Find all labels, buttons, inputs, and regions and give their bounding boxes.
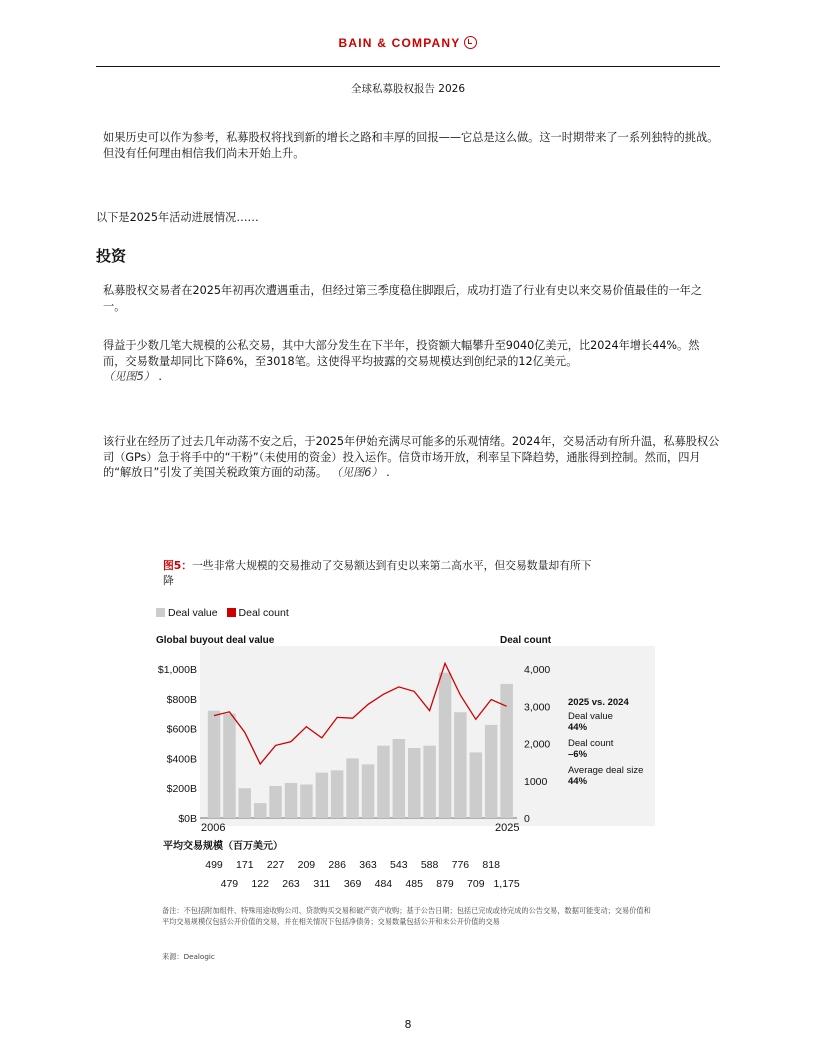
y-tick-left: $600B <box>166 723 197 736</box>
legend-swatch-deal-count <box>227 608 236 617</box>
avg-size-value: 588 <box>420 859 439 871</box>
chart-legend <box>156 607 289 619</box>
avg-size-title: 平均交易规模（百万美元） <box>163 841 283 852</box>
y-axis-left-ticks <box>158 664 197 825</box>
y-axis-title-right: Deal count <box>500 635 552 646</box>
callout-avg-size: 44% <box>568 776 588 787</box>
avg-size-value: 227 <box>266 859 285 871</box>
figure-title <box>163 558 593 588</box>
figure-number: 图5： <box>163 559 193 572</box>
deal-value-bar-2007 <box>223 714 236 818</box>
intro-line: 以下是2025年活动进展情况…… <box>96 211 259 224</box>
callout-deal-value-label: Deal value <box>568 711 613 722</box>
avg-size-value: 776 <box>451 859 470 871</box>
deal-value-bar-2010 <box>269 786 282 818</box>
y-tick-left: $800B <box>166 693 197 706</box>
legend-swatch-deal-value <box>156 608 165 617</box>
section-heading: 投资 <box>96 247 127 265</box>
deal-value-bar-2022 <box>454 712 467 818</box>
avg-size-value: 818 <box>482 859 500 871</box>
figure-source: 来源：Dealogic <box>162 952 215 961</box>
avg-size-value: 311 <box>313 878 331 890</box>
deal-value-bar-2014 <box>331 770 344 818</box>
report-title: 全球私募股权报告 2026 <box>350 83 466 95</box>
figure-note: 备注：不包括附加组件、特殊用途收购公司、贷款购买交易和破产资产收购；基于公告日期；包括已完成或待完成的公告交易，数据可能变动；交易价值和平均交易规模仅包括公开价值的交易，并在相关情况下包括净债务；交易数量包括公开和未公开价值的交易 <box>162 906 651 926</box>
deal-value-bar-2006 <box>208 711 221 818</box>
paragraph-deal-value-text: 得益于少数几笔大规模的公私交易，其中大部分发生在下半年，投资额大幅攀升至9040亿美元，比2024年增长44%。然而，交易数量却同比下降6%，至3018笔。这使得平均披露的交易规模达到创纪录的12亿美元。 <box>103 339 700 368</box>
deal-value-bar-2012 <box>300 785 313 819</box>
legend-label-deal-count: Deal count <box>238 607 289 619</box>
y-tick-right: 1000 <box>524 775 548 788</box>
figure-title-text: 一些非常大规模的交易推动了交易额达到有史以来第二高水平，但交易数量却有所下降 <box>163 559 592 587</box>
x-tick-start: 2006 <box>201 822 226 834</box>
deal-value-bar-2020 <box>423 746 436 818</box>
avg-size-value: 369 <box>343 878 362 890</box>
y-tick-left: $0B <box>178 813 197 825</box>
avg-size-value: 1,175 <box>493 878 520 890</box>
x-tick-end: 2025 <box>495 822 520 834</box>
deal-value-bar-2013 <box>316 773 329 818</box>
callout-heading: 2025 vs. 2024 <box>568 697 629 708</box>
y-tick-right: 4,000 <box>524 664 551 676</box>
deal-value-bar-2009 <box>254 803 267 818</box>
avg-size-value: 171 <box>236 859 254 871</box>
deal-value-bar-2024 <box>485 725 498 818</box>
paragraph-deal-value-end: . <box>154 370 162 383</box>
deal-value-bar-2021 <box>439 673 452 818</box>
avg-size-value: 209 <box>297 859 316 871</box>
buyout-chart <box>150 625 660 895</box>
avg-size-value: 122 <box>251 878 269 890</box>
deal-value-bar-2015 <box>346 758 359 818</box>
avg-size-value: 363 <box>359 859 377 871</box>
brand-mark-icon <box>464 36 477 49</box>
avg-size-value: 484 <box>374 878 393 890</box>
page-number: 8 <box>404 1018 412 1031</box>
paragraph-sentiment-end: . <box>382 466 390 479</box>
avg-size-value: 709 <box>467 878 485 890</box>
deal-value-bar-2019 <box>408 748 421 818</box>
callout-deal-count: –6% <box>568 749 588 760</box>
callout-avg-size-label: Average deal size <box>568 765 644 776</box>
avg-size-value: 499 <box>205 859 223 871</box>
figure-6-reference[interactable]: （见图6） <box>330 466 383 479</box>
avg-size-value: 543 <box>390 859 408 871</box>
brand-name: BAIN & COMPANY <box>338 36 461 50</box>
header-rule <box>96 66 720 67</box>
deal-value-bar-2018 <box>393 739 406 818</box>
y-tick-left: $400B <box>166 753 197 766</box>
deal-value-bar-2011 <box>285 783 298 818</box>
y-axis-title-left: Global buyout deal value <box>156 635 275 646</box>
avg-size-value: 879 <box>436 878 454 890</box>
y-tick-right: 0 <box>524 813 530 825</box>
brand-logo <box>0 36 816 50</box>
avg-size-value: 485 <box>405 878 423 890</box>
callout-deal-value: 44% <box>568 722 588 733</box>
deal-value-bar-2023 <box>470 752 483 818</box>
avg-size-value: 263 <box>282 878 300 890</box>
avg-size-value: 479 <box>220 878 239 890</box>
paragraph-investment: 私募股权交易者在2025年初再次遭遇重击，但经过第三季度稳住脚跟后，成功打造了行业有史以来交易价值最佳的一年之一。 <box>103 284 703 313</box>
deal-value-bar-2016 <box>362 764 375 818</box>
paragraph-sentiment-text: 该行业在经历了过去几年动荡不安之后，于2025年伊始充满尽可能多的乐观情绪。2024年，交易活动有所升温，私募股权公司（GPs）急于将手中的“干粉”（未使用的资金）投入运作。信贷市场开放，利率呈下降趋势，通胀得到控制。然而，四月的“解放日”引发了美国关税政策方面的动荡。 <box>103 435 720 479</box>
y-tick-right: 3,000 <box>524 701 551 714</box>
deal-value-bar-2008 <box>239 788 252 818</box>
legend-label-deal-value: Deal value <box>168 607 218 619</box>
callout-deal-count-label: Deal count <box>568 738 614 749</box>
avg-size-row-1 <box>205 859 500 871</box>
paragraph-sentiment <box>103 434 721 481</box>
paragraph-deal-value <box>103 338 721 385</box>
y-tick-right: 2,000 <box>524 738 551 751</box>
figure-5-reference[interactable]: （见图5） <box>103 370 155 383</box>
y-tick-left: $1,000B <box>157 664 197 676</box>
avg-size-row-2 <box>221 878 520 890</box>
y-tick-left: $200B <box>166 783 197 796</box>
paragraph-history: 如果历史可以作为参考，私募股权将找到新的增长之路和丰厚的回报——它总是这么做。这一时期带来了一系列独特的挑战。但没有任何理由相信我们尚未开始上升。 <box>103 131 719 160</box>
avg-size-value: 286 <box>328 859 346 871</box>
deal-value-bar-2017 <box>377 746 390 818</box>
